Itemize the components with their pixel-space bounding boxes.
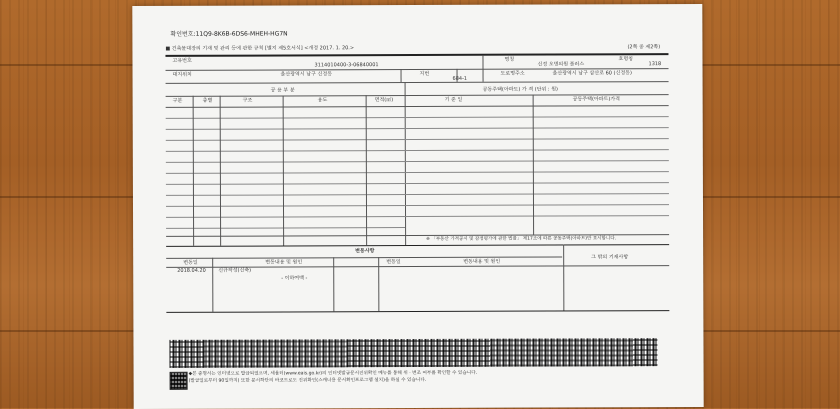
label-lot: 지번	[419, 70, 430, 77]
col-use: 용도	[317, 97, 328, 104]
rule	[166, 215, 669, 218]
rule	[166, 171, 669, 174]
building-name: 신정 오병의원 플러스	[537, 61, 585, 68]
document-page	[132, 4, 703, 409]
col-area: 면적(㎡)	[374, 97, 394, 104]
rule	[563, 244, 564, 310]
form-title: ■ 건축물대장의 기재 및 관리 등에 관한 규칙 [별지 제5호서식] <개정 2017. 1. 20.>	[165, 45, 355, 52]
col-floor: 층별	[202, 97, 213, 104]
rule	[166, 244, 669, 247]
col-price: 공동주택(아파트)가격	[572, 96, 621, 103]
col-change-date: 변동일	[183, 259, 198, 266]
change-date-1: 2018.04.20	[177, 267, 206, 274]
label-unique-no: 고유번호	[172, 57, 192, 64]
col-etc: 그 밖의 기재사항	[591, 254, 629, 261]
label-site: 대지위치	[172, 71, 192, 78]
price-note: ※ 「부동산 가격공시 및 감정평가에 관한 법률」 제17조에 따른 공동주택(아파트)만 표시합니다.	[426, 236, 617, 242]
rule	[165, 53, 668, 57]
change-content-1: 신규작성(신축)	[218, 267, 252, 274]
rule	[378, 257, 379, 311]
rule	[166, 256, 562, 258]
col-change-content-2: 변동내용 및 원인	[463, 258, 501, 265]
unique-no: 3114010400-3-06840001	[314, 62, 379, 69]
col-change-date-2: 변동일	[386, 259, 401, 266]
col-structure: 구조	[242, 97, 253, 104]
col-change-content: 변동내용 및 원인	[265, 259, 303, 266]
rule	[166, 160, 669, 163]
rule	[166, 227, 405, 229]
rule	[166, 105, 669, 108]
rule	[212, 258, 213, 312]
footer-line-1: ◆본 증명서는 인터넷으로 발급되었으며, 세움터(www.eais.go.kr)의 인터넷발급문서진위확인 메뉴를 통해 위 · 변조 여부를 확인할 수 있습니다.	[188, 370, 478, 377]
footer-line-2: (발급일로부터 90일까지) 또한 문서하단의 바코드로도 진위확인(스캐너용 문서확인프로그램 설치)을 하실 수 있습니다.	[188, 377, 427, 384]
label-name: 명칭	[504, 56, 515, 63]
road-value: 울산광역시 남구 삼산로 60 (신정동)	[552, 70, 632, 77]
label-road: 도로명주소	[500, 70, 525, 77]
rule	[166, 138, 669, 141]
col-gubun: 구분	[172, 97, 183, 104]
page-info: (2쪽 중 제2쪽)	[627, 44, 661, 51]
rule	[401, 69, 402, 82]
confirm-number: 확인번호:11Q9-8K6B-6DS6-MHEH-HG7N	[170, 30, 288, 38]
rule	[166, 182, 669, 185]
section-common: 공 용 부 분	[270, 87, 295, 94]
label-ho: 호명칭	[618, 56, 633, 63]
site-value: 울산광역시 남구 신정동	[280, 71, 333, 78]
below-blank: - 이하여백 -	[281, 275, 308, 282]
section-price: 공동주택(아파트) 가 격 (단위 : 원)	[482, 86, 559, 93]
document-barcode-pattern	[169, 338, 657, 368]
rule	[333, 257, 334, 311]
section-change: 변동사항	[355, 248, 375, 255]
qr-code-icon	[170, 372, 188, 390]
lot-value: 684-1	[452, 75, 468, 82]
col-base-date: 기 준 일	[444, 96, 463, 103]
rule	[482, 56, 483, 82]
rule	[166, 127, 669, 130]
rule	[166, 81, 669, 84]
rule	[166, 193, 669, 196]
rule	[166, 204, 669, 207]
rule	[166, 310, 669, 313]
rule	[166, 149, 669, 152]
ho-value: 1318	[648, 61, 662, 68]
rule	[166, 116, 669, 119]
